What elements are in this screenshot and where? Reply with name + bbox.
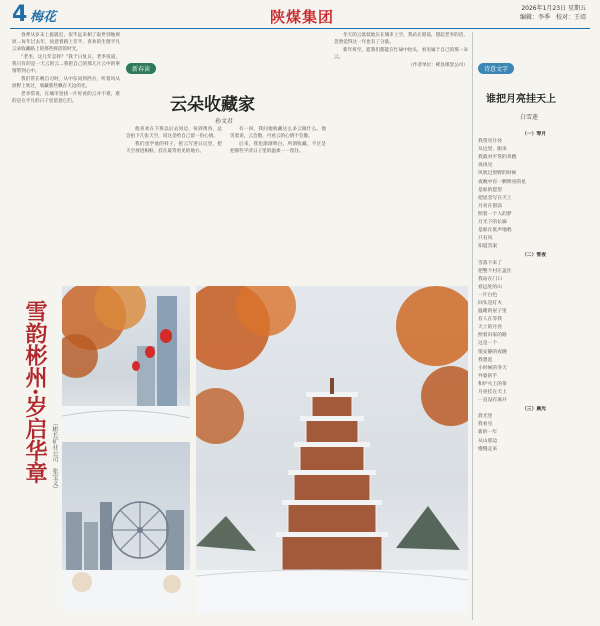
poem-line: 月光下的长廊 <box>478 220 507 226</box>
poem-line: 一直没有离开 <box>478 398 507 404</box>
poem-line: 温暖的屋子里 <box>478 309 507 315</box>
tag-right <box>478 56 514 75</box>
poem-line: 新的一年 <box>478 430 498 436</box>
article-paragraph: 春季从岁末上旋就近，似乎远来相了取世到地规原…每年过去年，故意着路上非半，喜欢的生理平凡云朵收藏路上的那些鲜活的时光。 <box>12 33 120 52</box>
poem-line: 说再见 <box>478 163 493 169</box>
poem-line: 有人在等我 <box>478 317 502 323</box>
poem-line: 是谁的愿望 <box>478 187 502 193</box>
article-column-2 <box>126 126 326 272</box>
photo-illustration <box>196 286 468 614</box>
tag-label: 诗意文字 <box>478 63 514 74</box>
poem-line: 晨光里 <box>478 414 493 420</box>
photo-city-ferris-wheel <box>62 442 190 612</box>
article-column-1 <box>12 32 120 272</box>
poem-line: 小时候的冬天 <box>478 365 507 371</box>
poem-line: 是谁在低声地唱 <box>478 228 512 234</box>
article-title: 云朵收藏家 <box>170 95 255 115</box>
article-paragraph: 他喜欢在下班以后去河边，每到黄昏，总会拍下几张天空，说这是给自己留一份心情。 <box>126 127 222 139</box>
poem-line: 从山那边 <box>478 438 498 444</box>
poem-section-heading: （三）晨光 <box>522 406 546 413</box>
photo-snowy-pagoda <box>196 286 468 614</box>
poem-line: 回头是灯火 <box>478 300 502 306</box>
section-name: 梅花 <box>30 10 57 25</box>
poem-line: 把整个村庄盖住 <box>478 268 512 274</box>
poem-line: 把思念写在天上 <box>478 195 512 201</box>
article-paragraph: 冬天的云低低地压在城市上空，我站在窗前，想起老李的话，忽然觉得这一年也有了分量。 <box>334 33 468 45</box>
photo-feature-credit: （彬长矿业公司 张宝义） <box>51 420 58 492</box>
issue-date: 2026年1月23日 <box>521 5 567 12</box>
poem-line: 和炉火上的茶 <box>478 381 507 387</box>
photo-feature-title: 雪韵彬州·岁启华章 <box>22 300 48 484</box>
poem-line: 只有风 <box>478 236 493 242</box>
poem-section-heading: （一）琴月 <box>522 131 546 137</box>
article-paragraph: 我们也学他的样子，把云写进日记里，把天空放进相框，挂在最常看见的地方。 <box>126 142 222 154</box>
article-paragraph: “老李，这几年怎样？”我于日复日。老李说道，我只有的是一天云的云…我把自己的那几片云中的事情带到心中。 <box>12 55 120 74</box>
article-signature: （作者单位：彬县煤炭公司） <box>408 63 468 68</box>
article-paragraph: 后来，我也渐渐明白，所谓收藏，不过是把那些平淡日子里的温柔一一留住。 <box>230 142 326 154</box>
page-header <box>0 0 600 30</box>
poem-line: 慢慢走来 <box>478 446 498 452</box>
newspaper-title: 陕煤集团 <box>270 8 335 26</box>
poem-title: 谁把月亮挂天上 <box>486 94 556 105</box>
poem-line: 天上的月亮 <box>478 325 502 331</box>
poem-line: 我站在门口 <box>478 276 502 282</box>
poem-line: 这是一个 <box>478 341 498 347</box>
poem-line: 月亮挂在天上 <box>478 390 507 395</box>
header-rule <box>10 28 590 29</box>
poem-section-heading: （二）雪夜 <box>522 252 546 259</box>
article-paragraph: 有一回，我问他收藏这么多云做什么。他笑着说，云会散，可看云的心情不会散。 <box>230 127 326 139</box>
article-paragraph: 老李常说，在城市里找一片好看的云并不难，难的是在平凡的日子里留意它们。 <box>12 92 120 104</box>
article-paragraph: 新年将至，愿我们都能在忙碌中抬头，看见属于自己的那一朵云。 <box>334 48 468 60</box>
poem-line: 看远处的山 <box>478 284 502 290</box>
poem-line: 我就对平常的奔跑 <box>478 155 517 161</box>
poem-line: 我望见月亮 <box>478 139 502 145</box>
article-byline: 孙文君 <box>215 118 234 125</box>
photo-snowy-street-lanterns <box>62 286 190 436</box>
column-divider <box>472 32 473 620</box>
tag-label: 新春读 <box>126 63 156 74</box>
poem-author: 白雪莲 <box>520 114 539 121</box>
tag-left <box>126 56 156 75</box>
header-info <box>520 4 586 22</box>
poem-line: 从这里，跟来 <box>478 147 507 153</box>
page-number: 4 <box>12 2 28 27</box>
article-column-3 <box>334 32 468 272</box>
poem-line: 月亮在窗前 <box>478 203 502 209</box>
poem-line: 我看见 <box>478 422 493 428</box>
poem-line: 风吹过原野的时候 <box>478 171 517 177</box>
poem-line: 雪落下来了 <box>478 260 502 266</box>
poem-body <box>478 130 590 620</box>
poem-line: 知道答案 <box>478 244 498 250</box>
photo-illustration <box>62 286 190 436</box>
poem-line: 照着一个人的梦 <box>478 211 512 217</box>
poem-line: 夜晚中有一颗明亮的星 <box>478 179 526 185</box>
issue-weekday: 星期五 <box>567 5 586 12</box>
poem-line: 我想起 <box>478 357 493 363</box>
article-paragraph: 我们常在晚自习时，从中东问到西方，听着风从原野上吹过，收藏那些飘在天边的光。 <box>12 77 120 89</box>
poem-line: 一片白色 <box>478 292 498 298</box>
poem-line: 照着归家的路 <box>478 333 507 339</box>
poem-line: 很安静的夜晚 <box>478 349 507 355</box>
editor-line: 编辑：李季 校对：王靖 <box>519 14 586 21</box>
photo-illustration <box>62 442 190 612</box>
poem-line: 外婆的手 <box>478 373 498 379</box>
